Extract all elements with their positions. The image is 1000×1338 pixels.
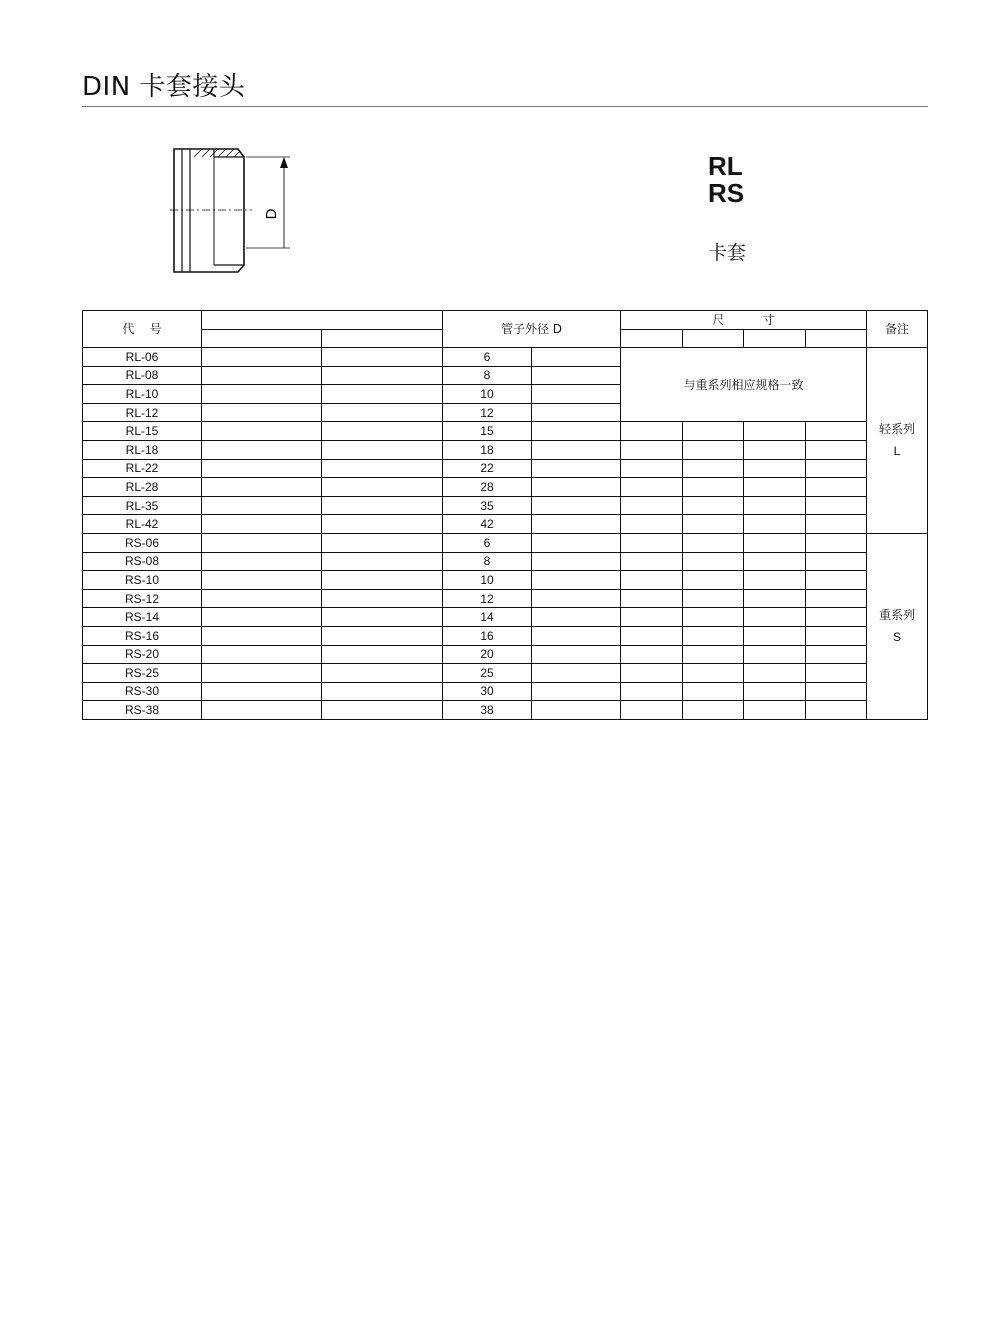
- row-pipe-od: 35: [443, 496, 532, 515]
- row-cell: [322, 459, 443, 478]
- row-dimension: [744, 626, 806, 645]
- row-pipe-od: 20: [443, 645, 532, 664]
- table-row: [83, 589, 928, 608]
- row-code: RS-16: [83, 626, 202, 645]
- row-code: RS-30: [83, 682, 202, 701]
- page-title: DIN 卡套接头: [82, 72, 246, 102]
- row-cell: [322, 422, 443, 441]
- row-dimension: [744, 664, 806, 683]
- row-cell: [202, 589, 322, 608]
- row-code: RS-06: [83, 533, 202, 552]
- row-cell: [322, 626, 443, 645]
- row-dimension: [744, 440, 806, 459]
- series-name: 重系列: [878, 608, 915, 623]
- row-cell: [532, 552, 621, 571]
- row-dimension: [744, 589, 806, 608]
- row-cell: [202, 701, 322, 720]
- row-pipe-od: 8: [443, 552, 532, 571]
- header-remarks: 备注: [867, 311, 928, 348]
- row-dimension: [806, 608, 867, 627]
- row-dimension: [683, 422, 744, 441]
- row-cell: [322, 403, 443, 422]
- row-cell: [202, 664, 322, 683]
- header-pipe-od: 管子外径 D: [443, 311, 621, 348]
- table-row: [83, 645, 928, 664]
- row-cell: [532, 422, 621, 441]
- row-dimension: [744, 552, 806, 571]
- row-cell: [202, 571, 322, 590]
- row-code: RL-18: [83, 440, 202, 459]
- subheader-dimension: [744, 330, 806, 348]
- row-dimension: [683, 645, 744, 664]
- table-row: [83, 422, 928, 441]
- row-dimension: [806, 571, 867, 590]
- row-dimension: [683, 608, 744, 627]
- remarks-group: [867, 533, 928, 719]
- table-row: [83, 496, 928, 515]
- row-code: RL-10: [83, 385, 202, 404]
- row-cell: [202, 645, 322, 664]
- table-row: [83, 682, 928, 701]
- row-dimension: [806, 515, 867, 534]
- series-letter: L: [893, 444, 901, 459]
- row-pipe-od: 6: [443, 533, 532, 552]
- row-dimension: [744, 496, 806, 515]
- row-cell: [532, 589, 621, 608]
- product-code-rs: RS: [708, 178, 745, 208]
- row-dimension: [806, 589, 867, 608]
- row-dimension: [621, 645, 683, 664]
- row-dimension: [806, 682, 867, 701]
- row-pipe-od: 30: [443, 682, 532, 701]
- row-cell: [532, 701, 621, 720]
- row-dimension: [621, 515, 683, 534]
- row-dimension: [806, 645, 867, 664]
- row-cell: [202, 422, 322, 441]
- row-cell: [532, 645, 621, 664]
- row-dimension: [621, 459, 683, 478]
- light-series-note: 与重系列相应规格一致: [621, 348, 867, 422]
- row-dimension: [806, 626, 867, 645]
- row-dimension: [744, 533, 806, 552]
- row-cell: [532, 478, 621, 497]
- row-dimension: [806, 552, 867, 571]
- row-cell: [532, 403, 621, 422]
- table-row: [83, 533, 928, 552]
- dimension-label: D: [263, 208, 280, 220]
- row-cell: [322, 589, 443, 608]
- subheader-blank: [202, 330, 322, 348]
- row-code: RS-38: [83, 701, 202, 720]
- row-cell: [532, 385, 621, 404]
- row-code: RS-14: [83, 608, 202, 627]
- row-dimension: [683, 533, 744, 552]
- row-cell: [322, 645, 443, 664]
- row-code: RL-22: [83, 459, 202, 478]
- row-pipe-od: 8: [443, 366, 532, 385]
- row-dimension: [683, 496, 744, 515]
- row-pipe-od: 14: [443, 608, 532, 627]
- row-dimension: [621, 608, 683, 627]
- row-cell: [322, 552, 443, 571]
- row-code: RS-20: [83, 645, 202, 664]
- row-dimension: [621, 664, 683, 683]
- row-dimension: [744, 422, 806, 441]
- row-pipe-od: 6: [443, 348, 532, 367]
- row-dimension: [621, 440, 683, 459]
- row-cell: [322, 533, 443, 552]
- row-cell: [532, 515, 621, 534]
- row-dimension: [683, 664, 744, 683]
- row-dimension: [683, 459, 744, 478]
- row-cell: [322, 366, 443, 385]
- row-dimension: [683, 515, 744, 534]
- row-dimension: [621, 682, 683, 701]
- row-cell: [202, 459, 322, 478]
- row-cell: [532, 366, 621, 385]
- row-cell: [202, 366, 322, 385]
- row-dimension: [744, 608, 806, 627]
- row-dimension: [683, 571, 744, 590]
- row-cell: [322, 664, 443, 683]
- row-cell: [322, 385, 443, 404]
- row-dimension: [744, 645, 806, 664]
- row-pipe-od: 18: [443, 440, 532, 459]
- row-cell: [532, 440, 621, 459]
- row-pipe-od: 12: [443, 589, 532, 608]
- row-cell: [532, 664, 621, 683]
- row-pipe-od: 16: [443, 626, 532, 645]
- row-dimension: [806, 478, 867, 497]
- header-dimensions: 尺 寸: [621, 311, 867, 330]
- row-dimension: [806, 533, 867, 552]
- table-row: [83, 626, 928, 645]
- row-cell: [532, 496, 621, 515]
- row-pipe-od: 10: [443, 571, 532, 590]
- row-cell: [202, 682, 322, 701]
- remarks-group: [867, 348, 928, 534]
- row-dimension: [744, 682, 806, 701]
- row-cell: [322, 571, 443, 590]
- row-cell: [202, 552, 322, 571]
- row-dimension: [806, 701, 867, 720]
- row-code: RL-15: [83, 422, 202, 441]
- row-cell: [532, 626, 621, 645]
- row-dimension: [621, 571, 683, 590]
- table-row: [83, 459, 928, 478]
- row-dimension: [683, 701, 744, 720]
- table-row: [83, 478, 928, 497]
- product-codes: [708, 153, 744, 207]
- row-dimension: [806, 422, 867, 441]
- row-dimension: [683, 589, 744, 608]
- row-pipe-od: 15: [443, 422, 532, 441]
- row-cell: [532, 571, 621, 590]
- subheader-dimension: [683, 330, 744, 348]
- row-code: RL-35: [83, 496, 202, 515]
- row-cell: [202, 533, 322, 552]
- row-cell: [202, 385, 322, 404]
- row-cell: [202, 496, 322, 515]
- series-name: 轻系列: [878, 422, 915, 437]
- row-cell: [202, 440, 322, 459]
- row-dimension: [806, 664, 867, 683]
- row-pipe-od: 25: [443, 664, 532, 683]
- row-pipe-od: 22: [443, 459, 532, 478]
- row-code: RS-08: [83, 552, 202, 571]
- row-cell: [322, 478, 443, 497]
- product-code-rl: RL: [708, 151, 743, 181]
- row-code: RL-08: [83, 366, 202, 385]
- row-cell: [202, 515, 322, 534]
- header-code: 代 号: [83, 311, 202, 348]
- part-name: 卡套: [708, 242, 747, 264]
- row-pipe-od: 12: [443, 403, 532, 422]
- header-blank: [202, 311, 443, 330]
- row-cell: [322, 701, 443, 720]
- row-pipe-od: 38: [443, 701, 532, 720]
- table-row: [83, 515, 928, 534]
- row-cell: [322, 496, 443, 515]
- row-code: RL-06: [83, 348, 202, 367]
- subheader-dimension: [621, 330, 683, 348]
- row-pipe-od: 28: [443, 478, 532, 497]
- row-dimension: [683, 440, 744, 459]
- row-dimension: [683, 626, 744, 645]
- row-cell: [532, 533, 621, 552]
- row-cell: [322, 348, 443, 367]
- subheader-blank: [322, 330, 443, 348]
- row-cell: [202, 608, 322, 627]
- series-letter: S: [892, 630, 901, 645]
- row-code: RS-10: [83, 571, 202, 590]
- row-cell: [202, 478, 322, 497]
- row-dimension: [621, 533, 683, 552]
- row-pipe-od: 42: [443, 515, 532, 534]
- row-dimension: [744, 515, 806, 534]
- row-dimension: [621, 496, 683, 515]
- row-cell: [532, 459, 621, 478]
- row-cell: [202, 348, 322, 367]
- row-dimension: [744, 571, 806, 590]
- table-row: [83, 348, 928, 367]
- table-row: [83, 440, 928, 459]
- row-dimension: [683, 478, 744, 497]
- row-dimension: [621, 422, 683, 441]
- row-dimension: [806, 440, 867, 459]
- row-code: RS-12: [83, 589, 202, 608]
- row-code: RL-42: [83, 515, 202, 534]
- row-cell: [532, 348, 621, 367]
- specification-table: [82, 310, 928, 720]
- row-dimension: [744, 701, 806, 720]
- title-divider: [82, 106, 928, 107]
- row-cell: [532, 608, 621, 627]
- row-dimension: [621, 626, 683, 645]
- row-dimension: [806, 496, 867, 515]
- row-dimension: [621, 701, 683, 720]
- row-dimension: [683, 552, 744, 571]
- row-cell: [322, 440, 443, 459]
- row-cell: [322, 515, 443, 534]
- row-dimension: [744, 478, 806, 497]
- table-row: [83, 571, 928, 590]
- row-dimension: [621, 552, 683, 571]
- table-row: [83, 664, 928, 683]
- subheader-dimension: [806, 330, 867, 348]
- row-cell: [322, 608, 443, 627]
- row-cell: [202, 403, 322, 422]
- table-row: [83, 552, 928, 571]
- row-pipe-od: 10: [443, 385, 532, 404]
- table-row: [83, 608, 928, 627]
- row-dimension: [683, 682, 744, 701]
- table-row: [83, 701, 928, 720]
- row-cell: [532, 682, 621, 701]
- row-code: RL-12: [83, 403, 202, 422]
- row-dimension: [744, 459, 806, 478]
- row-code: RL-28: [83, 478, 202, 497]
- ferrule-drawing: [160, 138, 310, 283]
- row-cell: [202, 626, 322, 645]
- row-cell: [322, 682, 443, 701]
- row-code: RS-25: [83, 664, 202, 683]
- row-dimension: [621, 589, 683, 608]
- row-dimension: [621, 478, 683, 497]
- row-dimension: [806, 459, 867, 478]
